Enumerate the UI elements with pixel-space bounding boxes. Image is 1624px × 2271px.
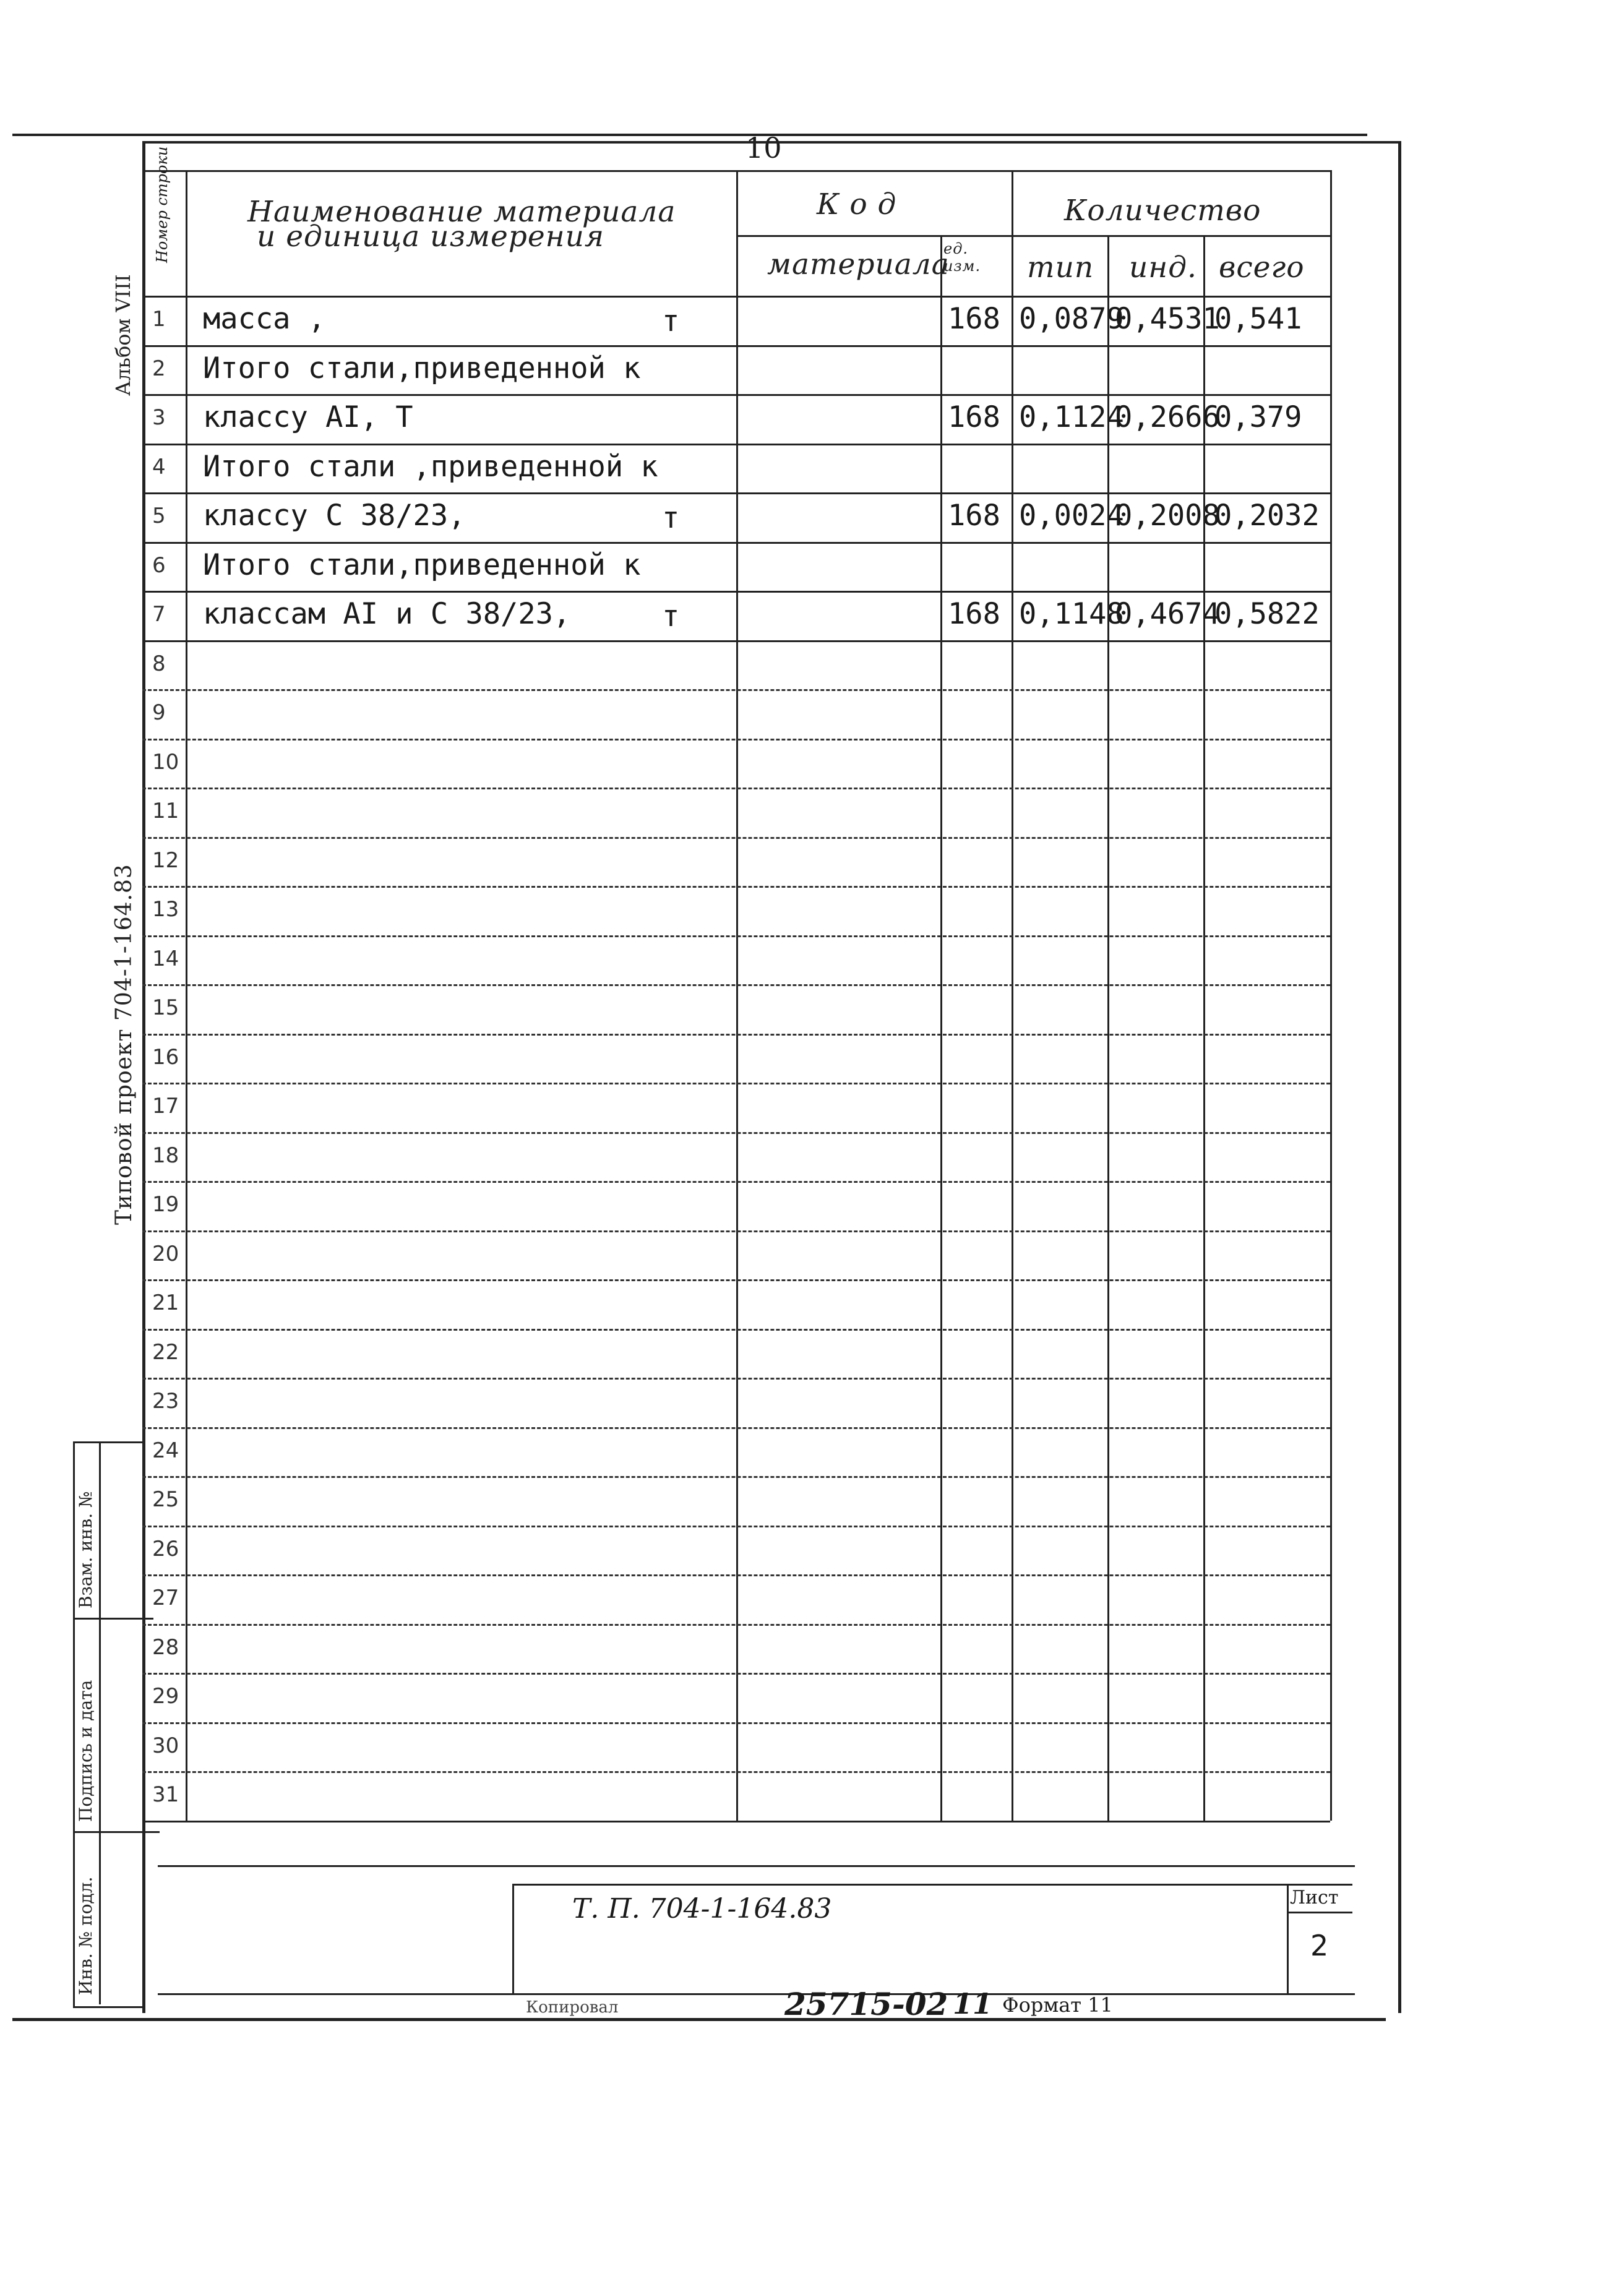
page-number: 10 (745, 131, 782, 165)
row-number: 20 (152, 1241, 179, 1266)
row-number: 3 (152, 405, 166, 430)
table-row (142, 1230, 1330, 1280)
row-material-name: классу AI, Т (203, 400, 413, 434)
table-row (142, 1034, 1330, 1083)
row-number: 12 (152, 848, 179, 873)
row-unit-label: т (662, 501, 680, 535)
header-code-material: материала (767, 247, 950, 281)
row-number: 8 (152, 651, 166, 676)
format-label: Формат 11 (1002, 1993, 1113, 2017)
table-row (142, 1329, 1330, 1378)
original-inv-label: Инв. № подл. (75, 1876, 96, 1995)
sheet-label: Лист (1290, 1887, 1339, 1908)
table-row (142, 1083, 1330, 1132)
row-unit-label: т (662, 304, 680, 338)
row-number: 7 (152, 602, 166, 627)
row-material-name: масса , (203, 302, 326, 336)
table-row (142, 1771, 1330, 1821)
header-quantity: Количество (1064, 194, 1261, 228)
row-quantity-total: 0,2032 (1214, 499, 1320, 533)
table-row (142, 1624, 1330, 1673)
table-row (142, 1181, 1330, 1230)
table-row (142, 689, 1330, 739)
table-row (142, 739, 1330, 788)
row-material-name: Итого стали,приведенной к (203, 547, 641, 582)
table-row (142, 1132, 1330, 1182)
row-quantity-total: 0,5822 (1214, 597, 1320, 631)
sheet-number: 2 (1310, 1929, 1329, 1962)
row-code-unit: 168 (948, 302, 1000, 336)
table-row (142, 640, 1330, 690)
row-number: 30 (152, 1733, 179, 1758)
row-material-name: Итого стали,приведенной к (203, 351, 641, 385)
row-material-name: Итого стали ,приведенной к (203, 449, 658, 484)
row-number: 11 (152, 799, 179, 823)
order-number: 25715-02 (784, 1986, 948, 2022)
table-row (142, 886, 1330, 935)
row-quantity-individual: 0,4531 (1115, 302, 1220, 336)
table-row (142, 935, 1330, 985)
row-number: 17 (152, 1094, 179, 1118)
header-row-number: Номер строки (153, 146, 171, 263)
inv-replace-label: Взам. инв. № (75, 1491, 96, 1608)
table-row (142, 837, 1330, 887)
table-row (142, 1526, 1330, 1575)
row-quantity-individual: 0,2008 (1115, 499, 1220, 533)
table-row (142, 1574, 1330, 1624)
table-row (142, 984, 1330, 1034)
row-number: 5 (152, 504, 166, 528)
title-block-top (158, 1865, 1355, 1867)
top-border-line (12, 134, 1367, 136)
row-number: 31 (152, 1782, 179, 1807)
header-unit-of-measure: и единица измерения (257, 220, 605, 254)
header-type: тип (1027, 251, 1094, 285)
row-material-name: классам AI и С 38/23, (203, 597, 571, 631)
header-individual: инд. (1129, 251, 1197, 285)
row-number: 14 (152, 946, 179, 971)
project-label: Типовой проект 704-1-164.83 (111, 864, 137, 1225)
row-number: 9 (152, 700, 166, 725)
row-number: 19 (152, 1192, 179, 1217)
row-number: 10 (152, 749, 179, 775)
row-number: 29 (152, 1684, 179, 1709)
row-quantity-total: 0,379 (1214, 400, 1302, 434)
bottom-border-line (12, 2018, 1386, 2021)
row-quantity-type: 0,1124 (1019, 400, 1124, 434)
row-number: 13 (152, 897, 179, 922)
table-row (142, 1378, 1330, 1427)
row-quantity-individual: 0,4674 (1115, 597, 1220, 631)
copied-label: Копировал (526, 1998, 619, 2017)
row-number: 24 (152, 1438, 179, 1463)
row-quantity-type: 0,0024 (1019, 499, 1124, 533)
row-code-unit: 168 (948, 597, 1000, 631)
header-code-unit: ед. изм. (943, 240, 981, 275)
row-code-unit: 168 (948, 400, 1000, 434)
row-number: 25 (152, 1487, 179, 1512)
row-number: 15 (152, 995, 179, 1020)
row-number: 26 (152, 1536, 179, 1561)
header-code: К о д (817, 187, 897, 221)
row-code-unit: 168 (948, 499, 1000, 533)
row-number: 27 (152, 1586, 179, 1610)
row-quantity-type: 0,0879 (1019, 302, 1124, 336)
row-number: 28 (152, 1634, 179, 1660)
row-number: 18 (152, 1143, 179, 1168)
table-row (142, 1673, 1330, 1722)
row-number: 2 (152, 356, 166, 381)
row-number: 6 (152, 552, 166, 578)
table-row (142, 1476, 1330, 1526)
appendix-label: Альбом VIII (111, 274, 135, 396)
row-quantity-type: 0,1148 (1019, 597, 1124, 631)
signature-date-label: Подпись и дата (75, 1680, 96, 1822)
row-number: 22 (152, 1339, 179, 1365)
table-row (142, 788, 1330, 837)
row-number: 21 (152, 1290, 179, 1315)
row-number: 1 (152, 307, 166, 332)
order-suffix: 11 (953, 1987, 993, 2020)
row-number: 4 (152, 454, 166, 479)
table-row (142, 1722, 1330, 1772)
row-quantity-individual: 0,2666 (1115, 400, 1220, 434)
row-material-name: классу С 38/23, (203, 499, 466, 533)
row-quantity-total: 0,541 (1214, 302, 1302, 336)
header-total: всего (1219, 251, 1305, 285)
document-designation: Т. П. 704-1-164.83 (572, 1893, 832, 1925)
table-row (142, 1427, 1330, 1477)
row-unit-label: т (662, 599, 680, 633)
row-number: 16 (152, 1044, 179, 1070)
row-number: 23 (152, 1389, 179, 1414)
header-material-name: Наименование материала (247, 195, 676, 229)
table-row (142, 1279, 1330, 1329)
